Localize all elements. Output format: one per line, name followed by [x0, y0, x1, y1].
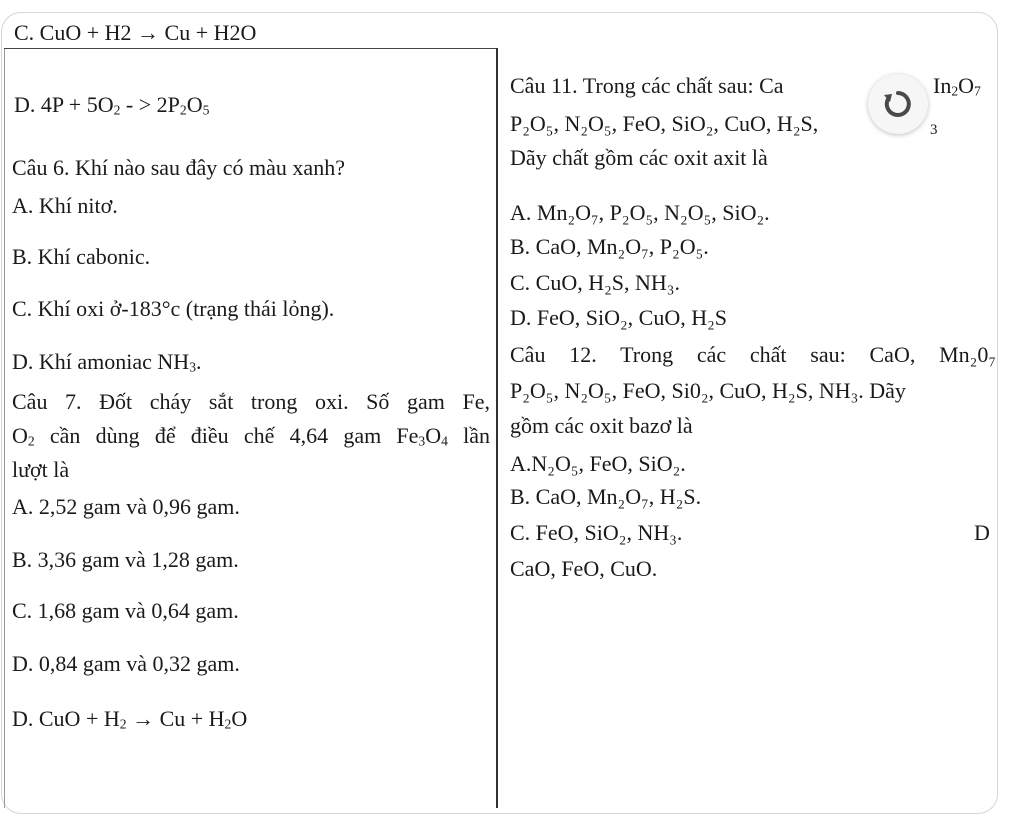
q5-option-d: D. $4P + 5O_2$ - > $2P_2O_5$ — [14, 92, 210, 118]
next-question-option-d: D. CuO + $H_2 \to Cu + H_2O$ — [12, 706, 248, 732]
q7-line-3: lượt là — [12, 457, 70, 482]
column-divider — [496, 48, 498, 808]
q11-option-d: D. FeO, SiO₂, CuO, H₂S — [510, 305, 728, 330]
q12-option-b: B. CaO, Mn₂O₇, H₂S. — [510, 484, 702, 509]
q6-title: Câu 6. Khí nào sau đây có màu xanh? — [12, 155, 345, 180]
q12-option-a: A.N₂O₅, FeO, SiO₂. — [510, 451, 686, 476]
q6-option-c: C. Khí oxi ở-183°c (trạng thái lỏng). — [12, 296, 335, 321]
q11-line-3: Dãy chất gồm các oxit axit là — [510, 145, 768, 170]
q11-option-b: B. CaO, Mn₂O₇, P₂O₅. — [510, 234, 709, 259]
reload-button[interactable] — [868, 74, 928, 134]
q7-option-a: A. 2,52 gam và 0,96 gam. — [12, 494, 240, 519]
q11-line-1b: $In_2O_7$ — [933, 73, 981, 99]
q6-option-a: A. Khí nitơ. — [12, 193, 118, 218]
q12-option-c: C. FeO, SiO₂, NH₃. — [510, 520, 683, 545]
q11-line-1a: Câu 11. Trong các chất sau: Ca — [510, 73, 784, 98]
q12-option-d-label: D — [974, 520, 990, 545]
q6-option-b: B. Khí cabonic. — [12, 244, 151, 269]
q7-line-1: Câu 7. Đốt cháy sắt trong oxi. Số gam Fe, — [12, 389, 490, 414]
table-top-border — [4, 48, 498, 49]
q7-line-2: $O_2$ cần dùng để điều chế 4,64 gam $Fe_3O_4$ lần — [12, 423, 491, 449]
q11-line-2: P₂O₅, N₂O₅, FeO, SiO₂, CuO, H₂S, — [510, 111, 819, 136]
q12-line-3: gồm các oxit bazơ là — [510, 413, 693, 438]
reload-icon — [882, 88, 914, 120]
q7-option-d: D. 0,84 gam và 0,32 gam. — [12, 651, 240, 676]
q6-option-d: D. Khí amoniac $NH_3$. — [12, 349, 202, 375]
table-left-border — [4, 48, 5, 808]
q11-line-2-tail: 3 — [930, 122, 938, 138]
q12-line-2: P₂O₅, N₂O₅, FeO, Si0₂, CuO, H₂S, NH₃. Dãy — [510, 378, 906, 403]
q11-option-c: C. CuO, H₂S, NH₃. — [510, 270, 680, 295]
q12-line-1: Câu 12. Trong các chất sau: CaO, Mn₂0₇ — [510, 342, 996, 367]
q12-option-d: CaO, FeO, CuO. — [510, 556, 658, 581]
q11-option-a: A. Mn₂O₇, P₂O₅, N₂O₅, SiO₂. — [510, 200, 770, 225]
cut-off-line: C. CuO + H2 → Cu + H2O — [14, 20, 257, 45]
q7-option-c: C. 1,68 gam và 0,64 gam. — [12, 598, 239, 623]
q7-option-b: B. 3,36 gam và 1,28 gam. — [12, 547, 239, 572]
